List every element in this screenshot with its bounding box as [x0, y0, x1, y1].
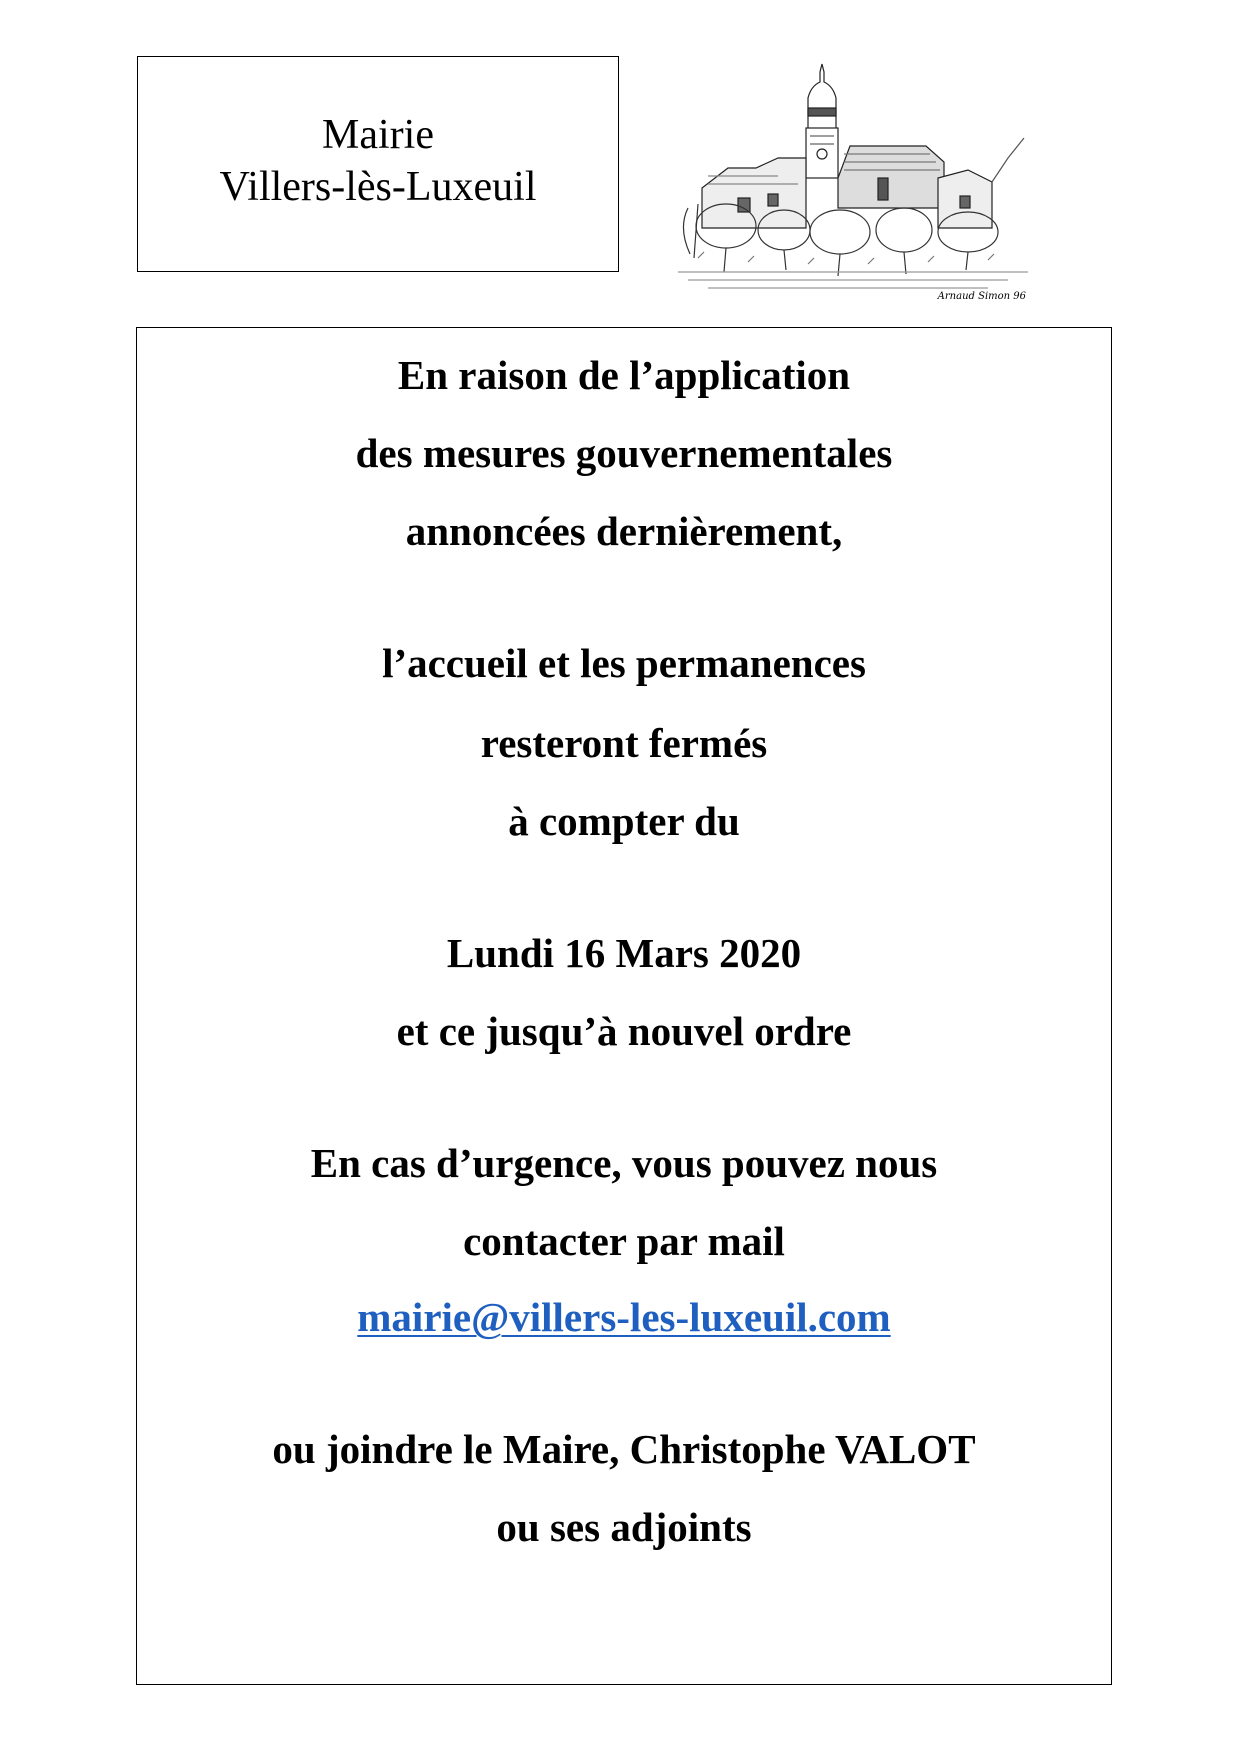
closure-date: Lundi 16 Mars 2020 [446, 930, 802, 976]
notice-line: ou ses adjoints [496, 1504, 752, 1550]
notice-line: annoncées dernièrement, [405, 508, 843, 554]
notice-line: En cas d’urgence, vous pouvez nous [310, 1140, 938, 1186]
notice-line: des mesures gouvernementales [355, 430, 893, 476]
notice-line: En raison de l’application [397, 352, 851, 398]
village-church-sketch-icon [668, 58, 1044, 304]
notice-line: ou joindre le Maire, Christophe VALOT [272, 1426, 976, 1472]
mairie-header-box [137, 56, 619, 272]
closure-notice-box [136, 327, 1112, 1685]
email-link[interactable]: mairie@villers-les-luxeuil.com [357, 1294, 891, 1340]
notice-line: resteront fermés [480, 720, 768, 766]
notice-line: l’accueil et les permanences [382, 640, 866, 686]
sketch-signature: Arnaud Simon 96 [937, 291, 1026, 302]
notice-line: contacter par mail [463, 1218, 785, 1264]
header-line-mairie: Mairie [322, 112, 434, 158]
header-line-village: Villers-lès-Luxeuil [219, 164, 537, 210]
notice-line: à compter du [508, 798, 740, 844]
notice-line: et ce jusqu’à nouvel ordre [396, 1008, 852, 1054]
